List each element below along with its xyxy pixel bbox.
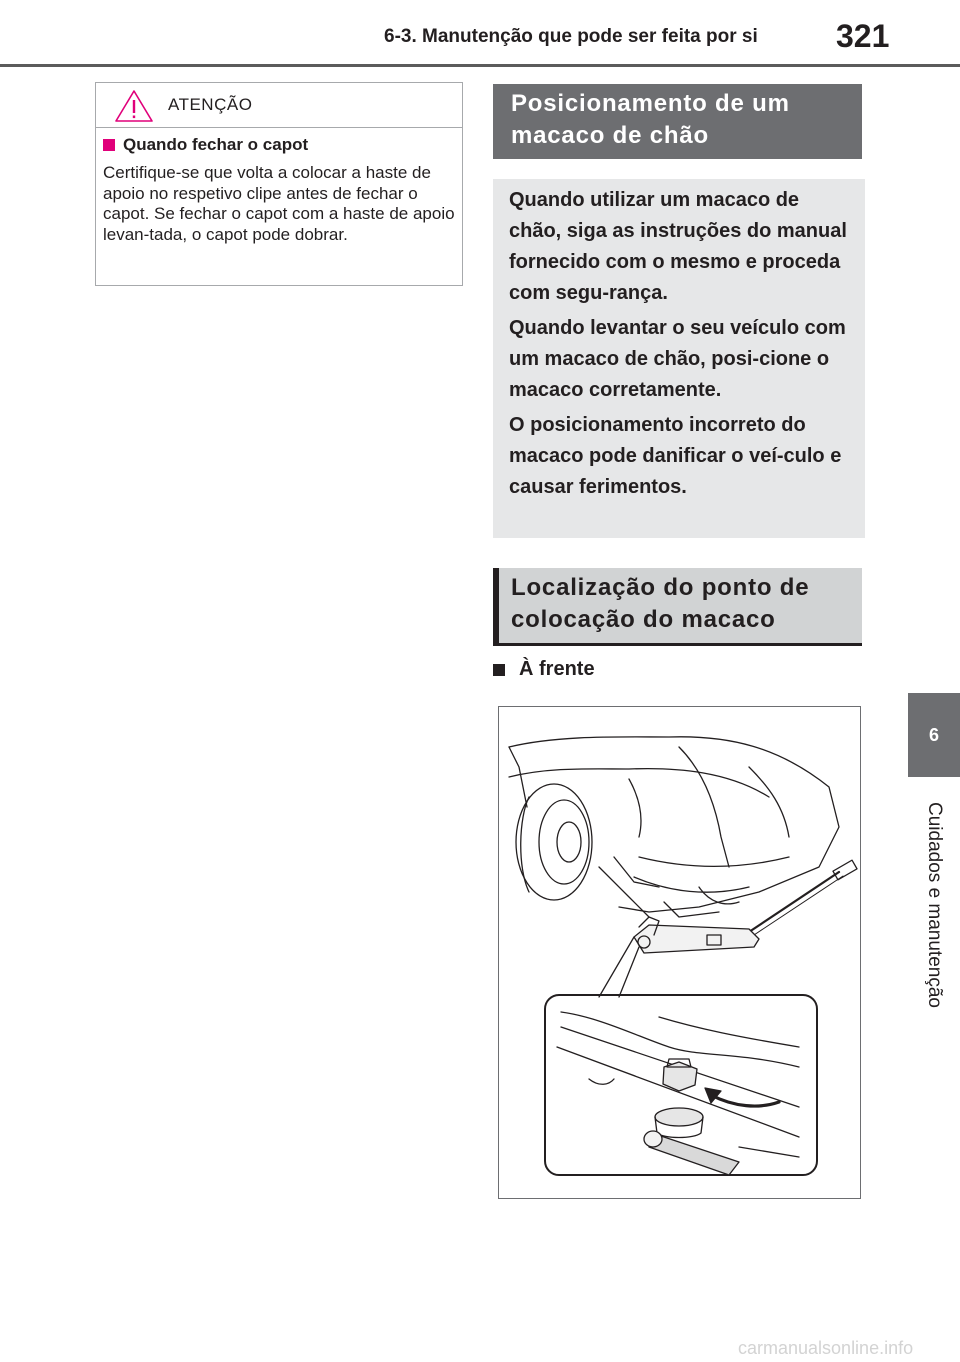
info-paragraph: Quando utilizar um macaco de chão, siga as instruções do manual fornecido com o mesmo e proceda com segu-rança.: [509, 189, 847, 304]
section-heading-floor-jack: Posicionamento de um macaco de chão: [493, 84, 862, 159]
bullet-square-icon: [493, 664, 505, 676]
front-subheading-text: À frente: [519, 658, 595, 680]
page-header-title: 6-3. Manutenção que pode ser feita por si: [384, 26, 758, 47]
watermark: carmanualsonline.info: [738, 1338, 914, 1358]
chapter-number: 6: [928, 724, 939, 745]
section-heading-jack-point: Localização do ponto de colocação do macaco: [493, 568, 862, 646]
warning-label: ATENÇÃO: [168, 95, 253, 114]
jack-point-illustration: [498, 706, 861, 1199]
info-paragraph: O posicionamento incorreto do macaco pode danificar o veí-culo e causar ferimentos.: [509, 414, 842, 498]
chapter-title: Cuidados e manutenção: [924, 802, 945, 1008]
bullet-square-icon: [103, 139, 115, 151]
info-paragraph: Quando levantar o seu veículo com um macaco de chão, posi-cione o macaco corretamente.: [509, 317, 846, 401]
warning-subheading: [103, 135, 308, 155]
warning-box: [95, 82, 463, 286]
header-divider: [0, 64, 960, 67]
warning-subheading-text: Quando fechar o capot: [123, 135, 309, 154]
chapter-tab: [908, 693, 960, 777]
front-subheading: [493, 658, 595, 681]
floor-jack-info-box: [493, 179, 865, 538]
warning-triangle-icon: [114, 89, 154, 128]
warning-header: [96, 83, 462, 128]
page-number: 321: [836, 18, 890, 54]
warning-body: Certifique-se que volta a colocar a haste de apoio no respetivo clipe antes de fechar o capot. Se fechar o capot com a haste de apoio levan-tada, o capot pode dobrar.: [103, 163, 455, 244]
